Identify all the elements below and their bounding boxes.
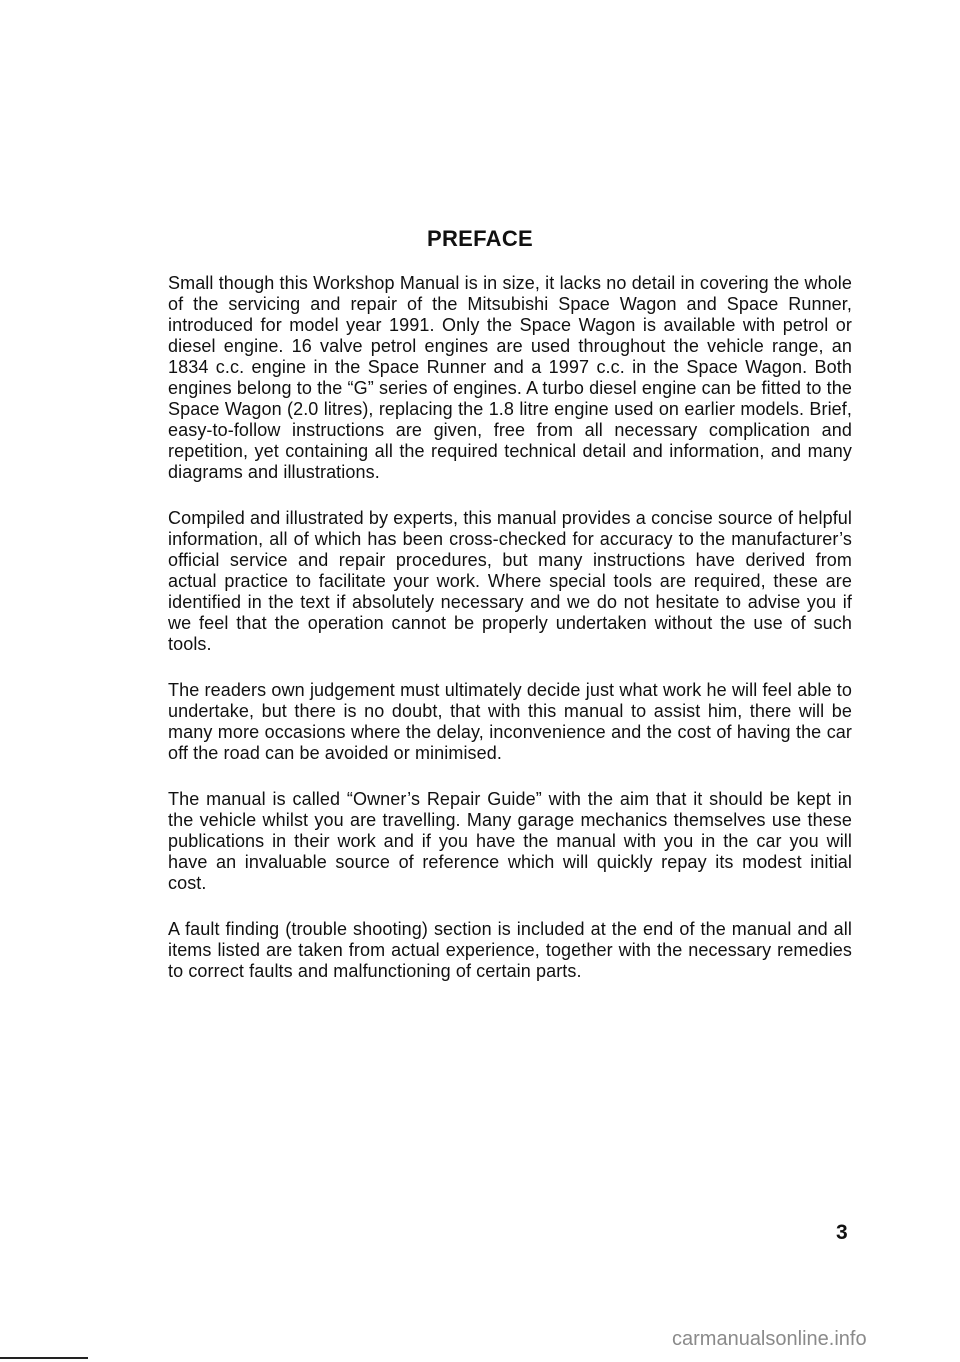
paragraph-5: A fault finding (trouble shooting) section is included at the end of the manual and all items listed are taken from actual experience, together with the necessary remedies to correct faults and malfunctioning of certain parts. <box>168 919 852 981</box>
paragraph-1: Small though this Workshop Manual is in size, it lacks no detail in covering the whole of the servicing and repair of the Mitsubishi Space Wagon and Space Runner, introduced for model year 1991. Only the Space Wagon is available with petrol or diesel engine. 16 valve petrol engines are used throughout the vehicle range, an 1834 c.c. engine in the Space Runner and a 1997 c.c. in the Space Wagon. Both engines belong to the “G” series of engines. A turbo diesel engine can be fitted to the Space Wagon (2.0 litres), replacing the 1.8 litre engine used on earlier models. Brief, easy-to-follow instructions are given, free from all necessary complication and repetition, yet containing all the required technical detail and information, and many diagrams and illustrations. <box>168 273 852 482</box>
paragraph-3: The readers own judgement must ultimately decide just what work he will feel able to undertake, but there is no doubt, that with this manual to assist him, there will be many more occasions where the delay, inconvenience and the cost of having the car off the road can be avoided or minimised. <box>168 680 852 763</box>
page-title: PREFACE <box>426 226 533 251</box>
watermark: carmanualsonline.info <box>672 1328 867 1350</box>
paragraph-4: The manual is called “Owner’s Repair Guide” with the aim that it should be kept in the vehicle whilst you are travelling. Many garage mechanics themselves use these publications in their work and if you have the manual with you in the car you will have an invaluable source of reference which will quickly repay its modest initial cost. <box>168 789 852 893</box>
page-number: 3 <box>836 1221 848 1244</box>
paragraph-2: Compiled and illustrated by experts, this manual provides a concise source of helpful information, all of which has been cross-checked for accuracy to the manufacturer’s official service and repair procedures, but many instructions have derived from actual practice to facilitate your work. Where special tools are required, these are identified in the text if absolutely necessary and we do not hesitate to advise you if we feel that the operation cannot be properly undertaken without the use of such tools. <box>168 508 852 654</box>
bottom-rule <box>0 1357 88 1359</box>
preface-body <box>168 273 852 1007</box>
